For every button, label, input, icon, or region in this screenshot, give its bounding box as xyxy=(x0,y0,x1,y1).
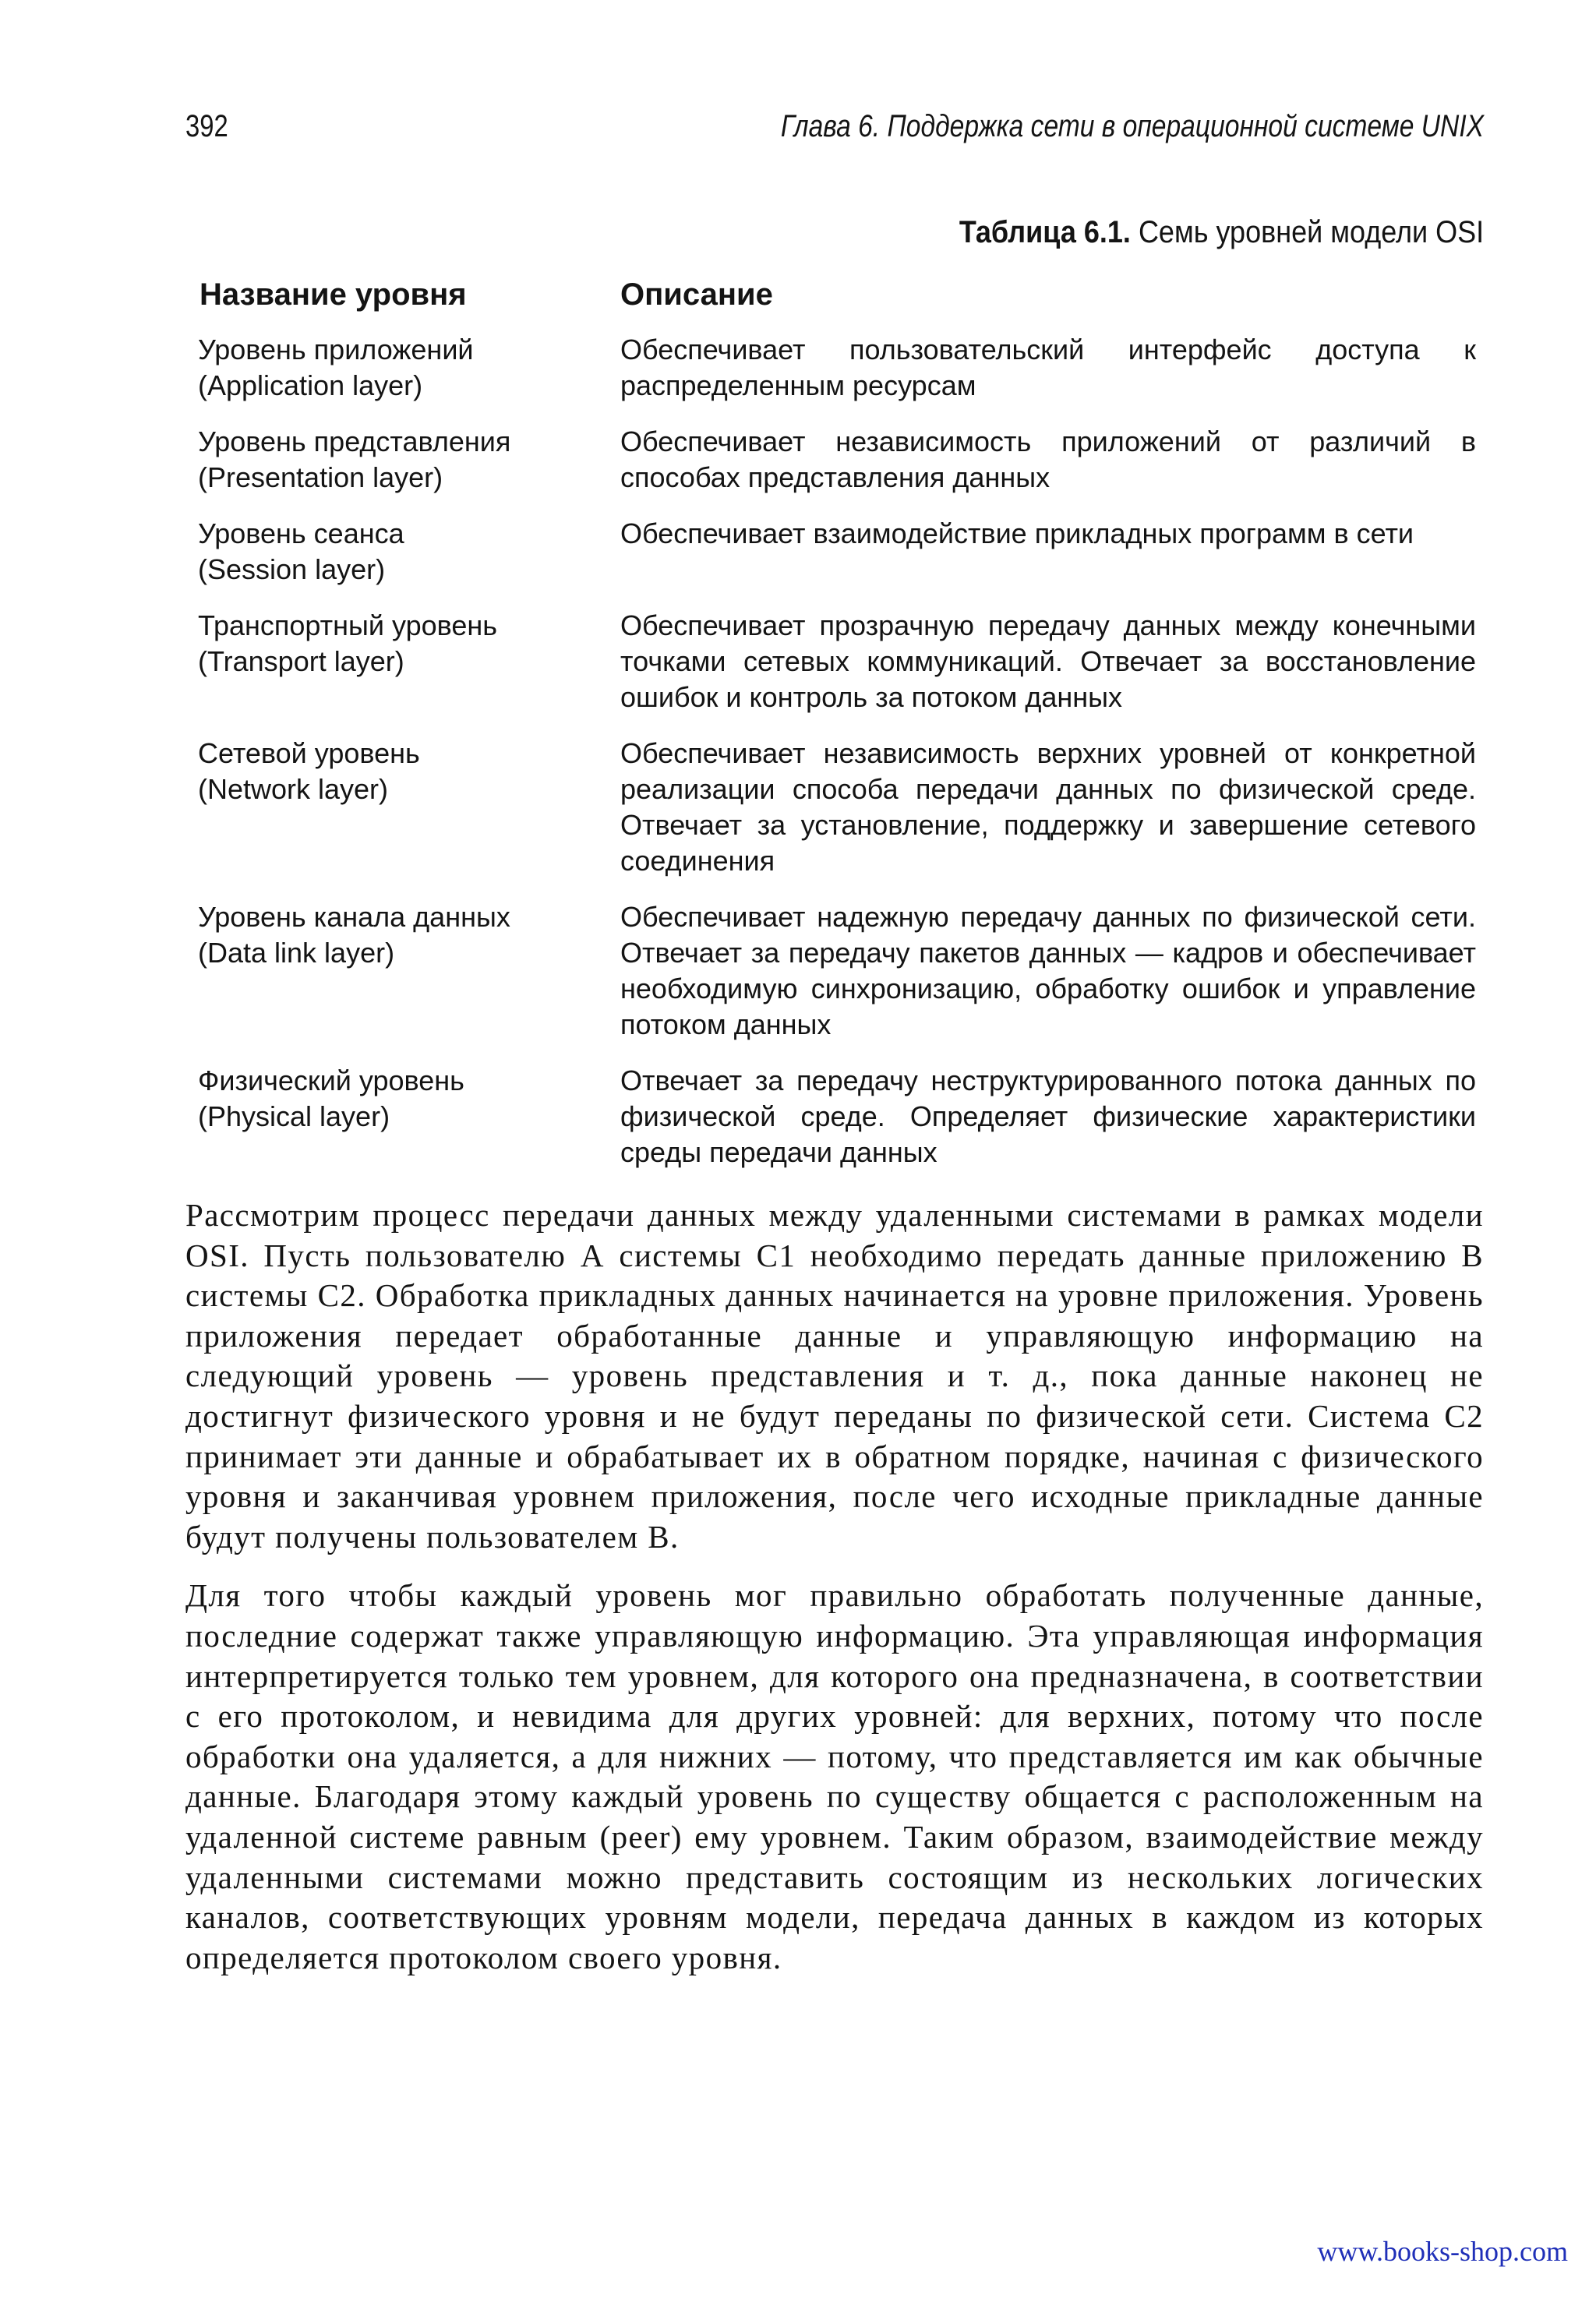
layer-name: Уровень представления xyxy=(198,425,511,457)
layer-name: Сетевой уровень xyxy=(198,737,420,769)
layer-name-en: (Data link layer) xyxy=(198,937,395,969)
layer-name-en: (Physical layer) xyxy=(198,1100,390,1132)
layer-name-cell xyxy=(198,736,620,879)
layer-name-en: (Transport layer) xyxy=(198,645,404,677)
table-caption-text: Семь уровней модели OSI xyxy=(1138,215,1484,249)
layer-name-cell xyxy=(198,332,620,404)
layer-name: Транспортный уровень xyxy=(198,609,498,641)
layer-description: Обеспечивает прозрачную передачу данных между конечными точками сетевых коммуникаций. Отвечает за восстановление ошибок и контроль за потоком данных xyxy=(620,609,1476,713)
table-row xyxy=(198,899,1476,1043)
layer-name-en: (Application layer) xyxy=(198,369,423,401)
layer-name-cell xyxy=(198,1063,620,1170)
layer-description: Отвечает за передачу неструктурированного потока данных по физической среде. Определяет физические характеристики среды передачи данных xyxy=(620,1064,1476,1168)
layer-description: Обеспечивает независимость приложений от различий в способах представления данных xyxy=(620,425,1476,493)
layer-description: Обеспечивает пользовательский интерфейс доступа к распределенным ресурсам xyxy=(620,334,1476,401)
layer-name-cell xyxy=(198,424,620,496)
table-row xyxy=(198,736,1476,879)
layer-name-cell xyxy=(198,608,620,715)
layer-name: Уровень сеанса xyxy=(198,517,404,549)
column-header-name: Название уровня xyxy=(200,277,467,312)
table-row xyxy=(198,1063,1476,1170)
osi-layers-table xyxy=(198,277,1476,1170)
layer-name: Физический уровень xyxy=(198,1064,464,1096)
chapter-title: Глава 6. Поддержка сети в операционной системе UNIX xyxy=(780,109,1484,143)
paragraph: Рассмотрим процесс передачи данных между удаленными системами в рамках модели OSI. Пусть пользователю А системы С1 необходимо передать данные приложению В системы С2. Обработка прикладных данных начинается на уровне приложения. Уровень приложения передает обработанные данные и управляющую информацию на следующий уровень — уровень представления и т. д., пока данные наконец не достигнут физического уровня и не будут переданы по физической сети. Система С2 принимает эти данные и обрабатывает их в обратном порядке, начиная с физического уровня и заканчивая уровнем приложения, после чего исходные прикладные данные будут получены пользователем В. xyxy=(185,1197,1484,1555)
running-header xyxy=(185,109,1484,156)
layer-description: Обеспечивает взаимодействие прикладных программ в сети xyxy=(620,517,1414,549)
layer-description: Обеспечивает надежную передачу данных по физической сети. Отвечает за передачу пакетов данных — кадров и обеспечивает необходимую синхронизацию, обработку ошибок и управление потоком данных xyxy=(620,901,1476,1040)
watermark-url[interactable]: www.books-shop.com xyxy=(1317,2236,1568,2267)
layer-name-en: (Presentation layer) xyxy=(198,461,443,493)
table-caption-label: Таблица 6.1. xyxy=(959,215,1131,249)
table-row xyxy=(198,424,1476,496)
table-row xyxy=(198,332,1476,404)
layer-name: Уровень приложений xyxy=(198,334,474,365)
layer-name-cell xyxy=(198,899,620,1043)
column-header-description: Описание xyxy=(620,277,773,312)
layer-description: Обеспечивает независимость верхних уровней от конкретной реализации способа передачи данных по физической среде. Отвечает за установление, поддержку и завершение сетевого соединения xyxy=(620,737,1476,877)
layer-name-en: (Session layer) xyxy=(198,553,386,585)
layer-name: Уровень канала данных xyxy=(198,901,510,933)
layer-name-cell xyxy=(198,516,620,588)
body-text xyxy=(185,1195,1484,1978)
table-caption xyxy=(959,215,1484,250)
paragraph: Для того чтобы каждый уровень мог правильно обработать полученные данные, последние содержат также управляющую информацию. Эта управляющая информация интерпретируется только тем уровнем, для которого она предназначена, в соответствии с его протоколом, и невидима для других уровней: для верхних, потому что после обработки она удаляется, а для нижних — потому, что представляется им как обычные данные. Благодаря этому каждый уровень по существу общается с расположенным на удаленной системе равным (peer) ему уровнем. Таким образом, взаимодействие между удаленными системами можно представить состоящим из нескольких логических каналов, соответствующих уровням модели, передача данных в каждом из которых определяется протоколом своего уровня. xyxy=(185,1577,1484,1975)
table-row xyxy=(198,608,1476,715)
table-header xyxy=(198,277,1476,327)
layer-name-en: (Network layer) xyxy=(198,773,389,805)
table-row xyxy=(198,516,1476,588)
page-number: 392 xyxy=(185,109,228,143)
